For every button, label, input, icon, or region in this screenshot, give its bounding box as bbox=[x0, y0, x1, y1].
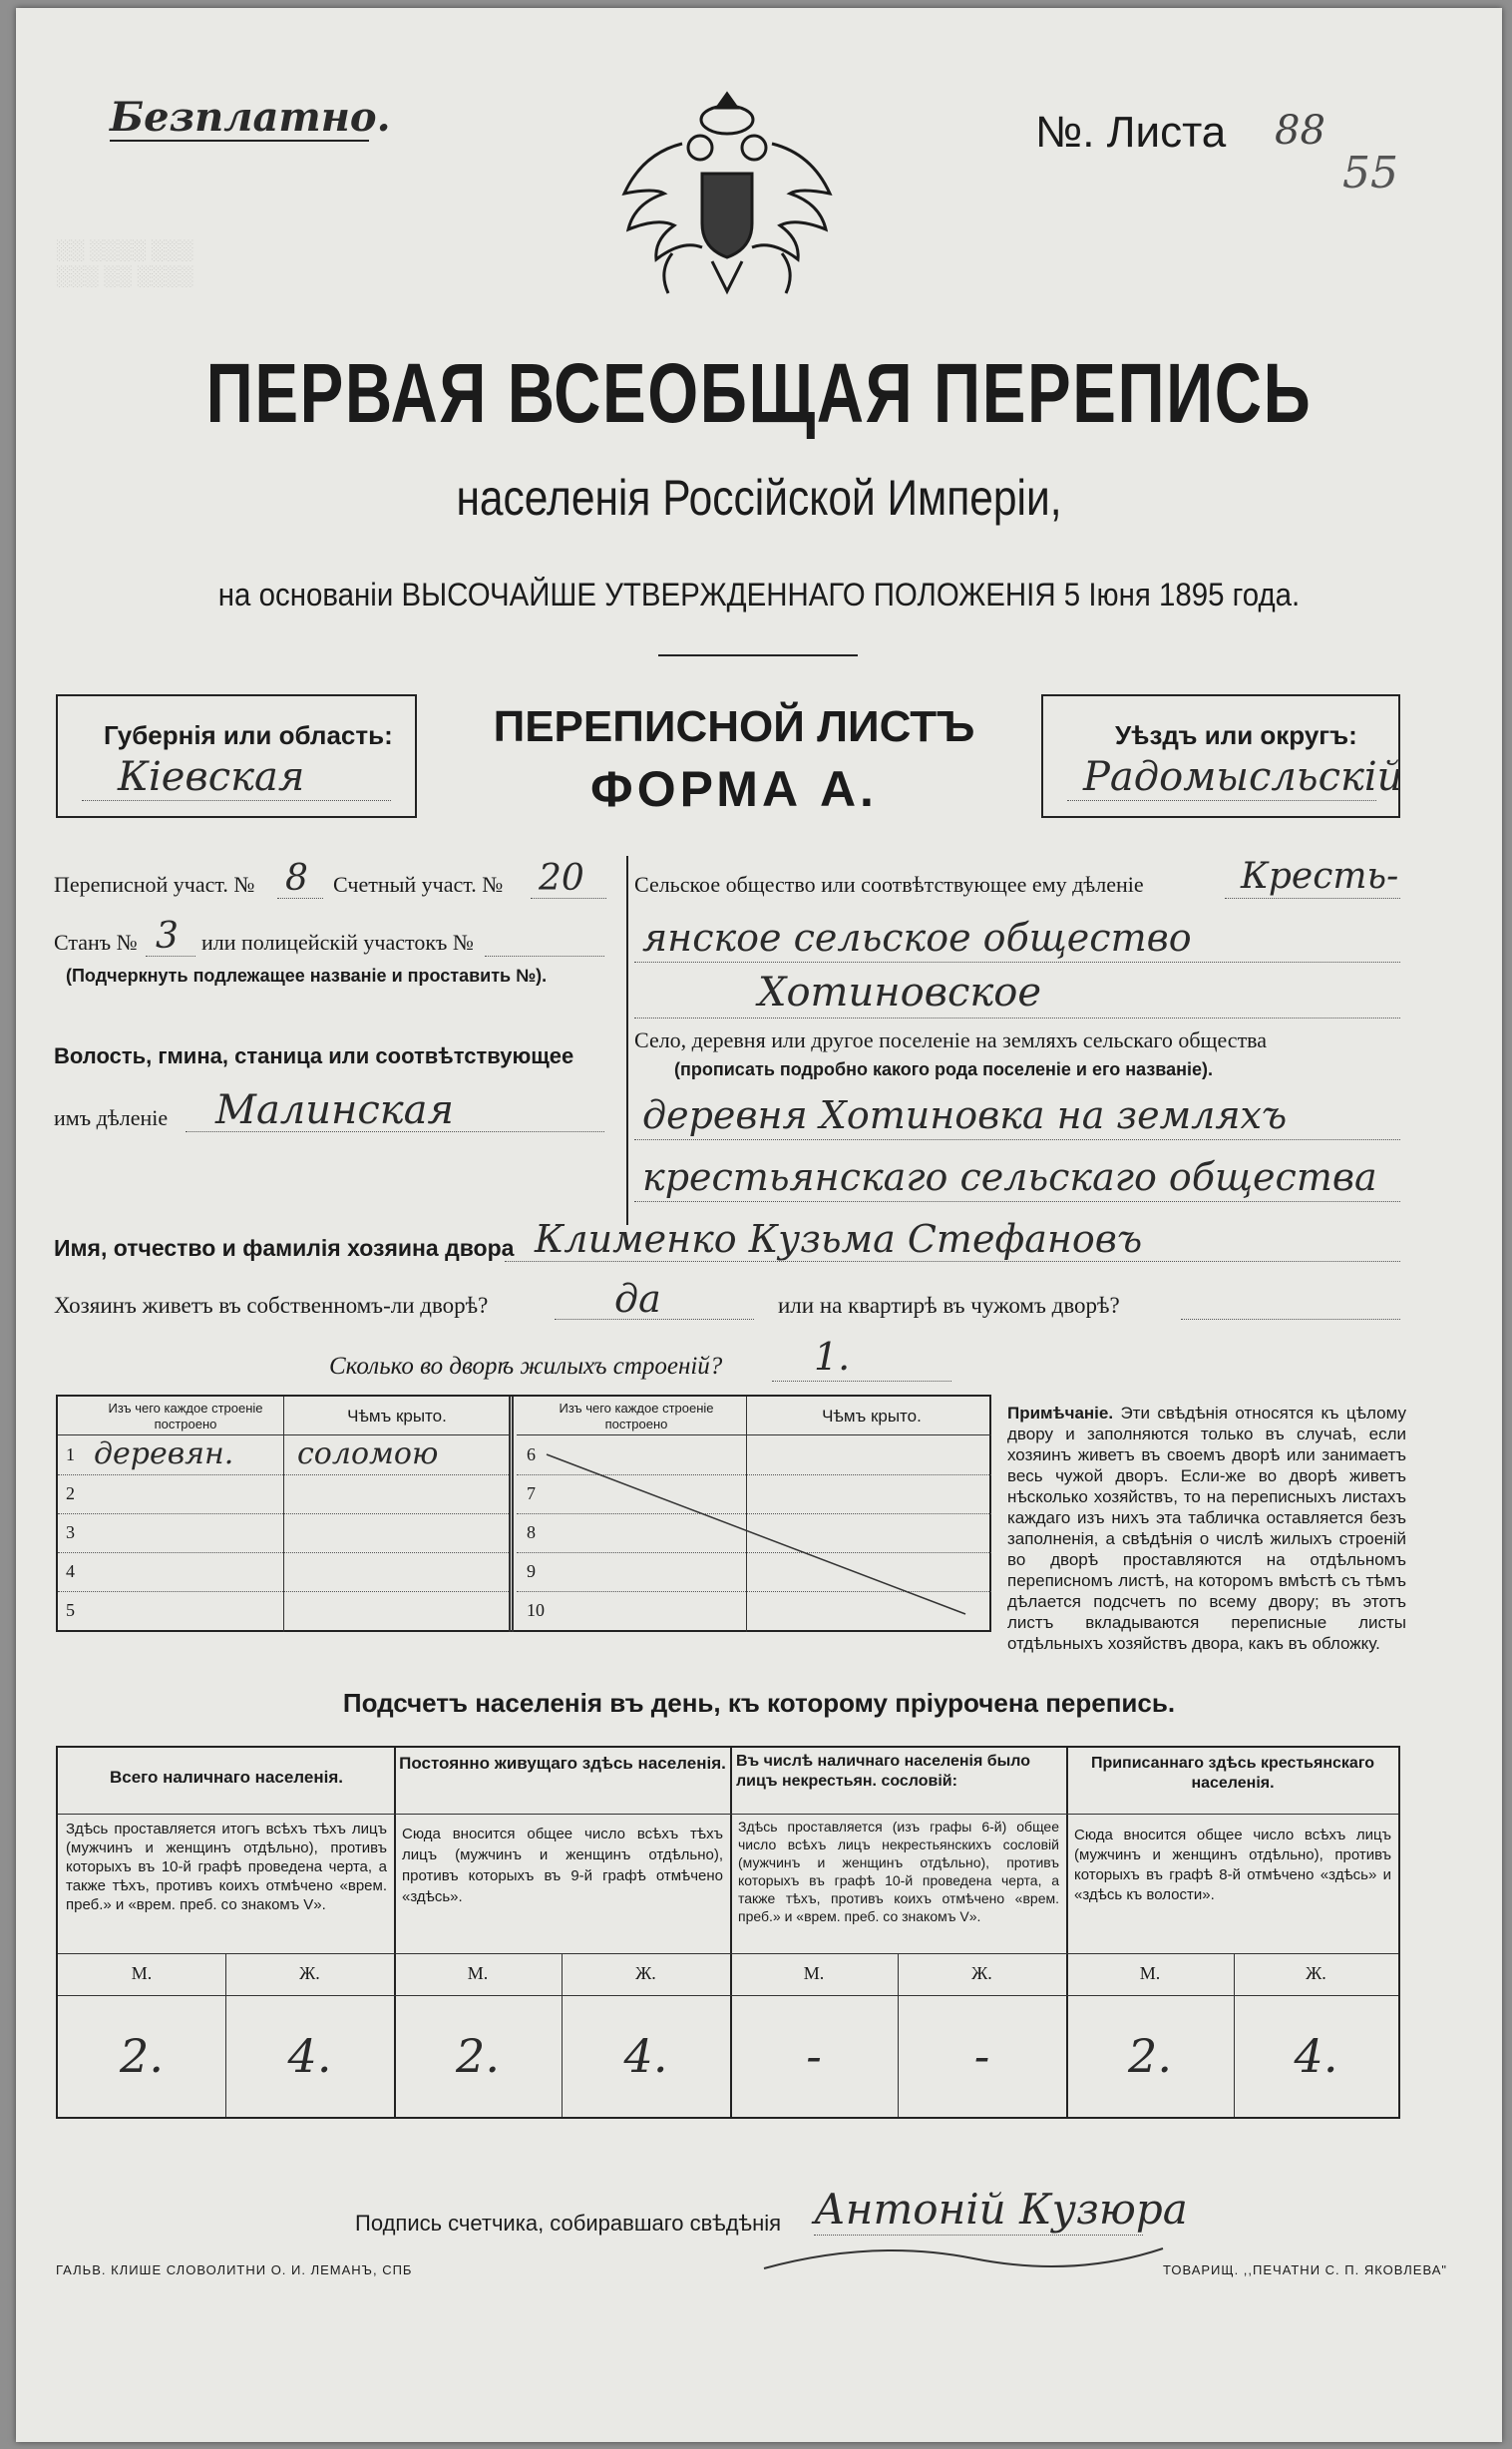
col-material-right: Изъ чего каждое строеніе построено bbox=[559, 1401, 714, 1431]
table-row bbox=[58, 1436, 509, 1475]
count-value: 4. bbox=[1294, 2029, 1338, 2083]
rented-line bbox=[1181, 1319, 1400, 1320]
society-label: Сельское общество или соотвѣтствующее ему дѣленіе bbox=[634, 872, 1144, 897]
schetny-uchast-value: 20 bbox=[539, 858, 584, 899]
strike-line bbox=[537, 1444, 975, 1624]
perepis-uchast-label: Переписной участ. № bbox=[54, 872, 255, 897]
buildings-rows-left bbox=[58, 1436, 509, 1630]
uezd-box bbox=[1041, 694, 1403, 818]
count-value: - bbox=[806, 2029, 822, 2083]
note bbox=[1007, 1403, 1406, 1654]
male-header: М. bbox=[467, 1963, 489, 1983]
census-sheet bbox=[16, 8, 1502, 2442]
sheet-no-label: №. Листа bbox=[1035, 108, 1227, 157]
row-number: 10 bbox=[527, 1600, 545, 1620]
footer-left: ГАЛЬВ. КЛИШЕ СЛОВОЛИТНИ О. И. ЛЕМАНЪ, СПБ bbox=[56, 2262, 413, 2277]
own-yard-value: да bbox=[614, 1277, 661, 1321]
gubernia-value: Кіевская bbox=[118, 754, 305, 800]
col-material-left: Изъ чего каждое строеніе построено bbox=[108, 1401, 263, 1431]
signature-flourish bbox=[754, 2229, 1173, 2288]
stan-label: Станъ № bbox=[54, 930, 138, 955]
column-divider bbox=[626, 856, 628, 1225]
row-number: 9 bbox=[527, 1561, 536, 1581]
village-line-2 bbox=[634, 1201, 1400, 1202]
buildings-table bbox=[56, 1395, 991, 1632]
row-number: 7 bbox=[527, 1483, 536, 1503]
count-value: 4. bbox=[623, 2029, 668, 2083]
row-material: деревян. bbox=[94, 1436, 234, 1471]
village-line-1 bbox=[634, 1139, 1400, 1140]
row-number: 1 bbox=[66, 1444, 75, 1464]
bleed-through: ░░ ░░░░ ░░░ ░░░ ░░ ░░░░ bbox=[56, 239, 193, 287]
volost-label-1: Волость, гмина, станица или соотвѣтствующее bbox=[54, 1043, 574, 1068]
buildings-label: Сколько во дворѣ жилыхъ строеній? bbox=[329, 1353, 723, 1380]
free-underline bbox=[110, 140, 369, 142]
row-roof: соломою bbox=[297, 1436, 439, 1471]
ornament-divider bbox=[658, 654, 858, 656]
row-number: 6 bbox=[527, 1444, 536, 1464]
form-name: ФОРМА А. bbox=[590, 761, 878, 817]
count-value: - bbox=[973, 2029, 990, 2083]
male-header: М. bbox=[131, 1963, 153, 1983]
count-value: 2. bbox=[120, 2029, 164, 2083]
gubernia-box bbox=[56, 694, 417, 818]
police-line bbox=[485, 956, 604, 957]
stan-value: 3 bbox=[156, 916, 179, 957]
society-line-2 bbox=[634, 962, 1400, 963]
row-number: 3 bbox=[66, 1522, 75, 1542]
uezd-line bbox=[1067, 800, 1376, 801]
footer-right: ТОВАРИЩ. ,,ПЕЧАТНИ С. П. ЯКОВЛЕВА" bbox=[1163, 2262, 1448, 2277]
note-title: Примѣчаніе. bbox=[1007, 1404, 1114, 1423]
count-value: 4. bbox=[287, 2029, 332, 2083]
table-row bbox=[58, 1592, 509, 1630]
male-header: М. bbox=[803, 1963, 825, 1983]
count-value: 2. bbox=[456, 2029, 500, 2083]
count-head-1: Всего наличнаго населенія. bbox=[110, 1768, 343, 1787]
census-subtitle: населенія Россійской Имперіи, bbox=[456, 470, 1062, 526]
buildings-line bbox=[772, 1381, 951, 1382]
perepis-uchast-value: 8 bbox=[285, 858, 308, 899]
owner-name-line bbox=[505, 1261, 1400, 1262]
corner-number: 55 bbox=[1342, 148, 1398, 199]
underline-note: (Подчеркнуть подлежащее названіе и проставить №). bbox=[66, 966, 548, 986]
col-roof-right: Чѣмъ крыто. bbox=[822, 1407, 922, 1426]
table-row bbox=[58, 1553, 509, 1592]
sheet-no-value: 88 bbox=[1275, 108, 1325, 154]
own-yard-label: Хозяинъ живетъ въ собственномъ-ли дворѣ? bbox=[54, 1293, 489, 1318]
male-header: М. bbox=[1139, 1963, 1161, 1983]
sheet-title: ПЕРЕПИСНОЙ ЛИСТЪ bbox=[493, 702, 975, 751]
table-row bbox=[58, 1514, 509, 1553]
row-number: 8 bbox=[527, 1522, 536, 1542]
society-line-1 bbox=[1225, 898, 1400, 899]
count-head-4: Приписаннаго здѣсь крестьянскаго населенія. bbox=[1090, 1755, 1375, 1792]
table-row bbox=[58, 1475, 509, 1514]
uezd-value: Радомысльскій bbox=[1083, 754, 1403, 800]
female-header: Ж. bbox=[1306, 1963, 1326, 1983]
row-number: 5 bbox=[66, 1600, 75, 1620]
note-text: Эти свѣдѣнія относятся къ цѣлому двору и заполняются только въ случаѣ, если хозяинъ живетъ въ своемъ дворѣ или занимаетъ весь чужой дворъ. Если-же во дворѣ живетъ нѣсколько хозяйствъ, то на переписныхъ листахъ каждаго изъ нихъ эта табличка оставляется безъ заполненія, а свѣдѣнія о числѣ жилыхъ строеній во дворѣ проставляются на отдѣльномъ переписномъ листѣ, на которомъ вмѣстѣ съ тѣмъ дѣлается подсчетъ по всему двору; въ этотъ листъ вкладываются переписные листы отдѣльныхъ хозяйствъ двора, какъ въ обложку. bbox=[1007, 1404, 1406, 1653]
society-value-2: янское сельское общество bbox=[642, 916, 1192, 960]
imperial-eagle-icon bbox=[612, 84, 842, 313]
count-desc-4: Сюда вносится общее число всѣхъ лицъ (мужчинъ и женщинъ отдѣльно), противъ которыхъ въ графѣ 8-й отмѣчено «здѣсь» и «здѣсь къ волости». bbox=[1074, 1827, 1391, 1903]
row-number: 2 bbox=[66, 1483, 75, 1503]
society-value-1: Кресть- bbox=[1241, 856, 1399, 897]
rented-label: или на квартирѣ въ чужомъ дворѣ? bbox=[778, 1293, 1120, 1318]
village-value-2: крестьянскаго сельскаго общества bbox=[642, 1155, 1377, 1199]
count-desc-3: Здѣсь проставляется (изъ графы 6-й) общее число всѣхъ лицъ некрестьянскихъ сословій (мужчинъ и женщинъ отдѣльно), противъ которыхъ въ графѣ 10-й проведена черта, а также тѣхъ, противъ коихъ отмѣчено «врем. преб.» и «врем. преб. со знакомъ V». bbox=[738, 1819, 1059, 1924]
count-desc-1: Здѣсь проставляется итогъ всѣхъ тѣхъ лицъ (мужчинъ и женщинъ отдѣльно), противъ которыхъ въ 10-й графѣ проведена черта, а также тѣхъ, противъ коихъ отмѣчено «врем. преб.» и «врем. преб. со знакомъ V». bbox=[66, 1821, 387, 1913]
free-label: Безплатно. bbox=[110, 94, 391, 141]
buildings-value: 1. bbox=[814, 1335, 851, 1379]
census-basis: на основаніи ВЫСОЧАЙШЕ УТВЕРЖДЕННАГО ПОЛОЖЕНІЯ 5 Іюня 1895 года. bbox=[217, 577, 1301, 612]
census-title: ПЕРВАЯ ВСЕОБЩАЯ ПЕРЕПИСЬ bbox=[205, 346, 1313, 440]
signature-value: Антоній Кузюра bbox=[814, 2185, 1188, 2234]
row-number: 4 bbox=[66, 1561, 75, 1581]
schetny-uchast-label: Счетный участ. № bbox=[333, 872, 504, 897]
count-value: 2. bbox=[1128, 2029, 1172, 2083]
police-label: или полицейскій участокъ № bbox=[201, 930, 474, 955]
gubernia-line bbox=[82, 800, 391, 801]
female-header: Ж. bbox=[299, 1963, 320, 1983]
society-value-3: Хотиновское bbox=[758, 970, 1042, 1016]
village-note: (прописать подробно какого рода поселеніе и его названіе). bbox=[674, 1059, 1214, 1079]
volost-label-2: имъ дѣленіе bbox=[54, 1105, 169, 1130]
female-header: Ж. bbox=[971, 1963, 992, 1983]
gubernia-label: Губернія или область: bbox=[104, 720, 393, 750]
count-title: Подсчетъ населенія въ день, къ которому пріурочена перепись. bbox=[342, 1688, 1176, 1718]
village-value-1: деревня Хотиновка на земляхъ bbox=[642, 1093, 1288, 1137]
owner-name-label: Имя, отчество и фамилія хозяина двора bbox=[54, 1235, 515, 1261]
col-roof-left: Чѣмъ крыто. bbox=[347, 1407, 447, 1426]
count-desc-2: Сюда вносится общее число всѣхъ тѣхъ лицъ (мужчинъ и женщинъ отдѣльно), противъ которыхъ въ 9-й графѣ отмѣчено «здѣсь». bbox=[402, 1826, 723, 1905]
uezd-label: Уѣздъ или округъ: bbox=[1115, 720, 1357, 750]
count-head-2: Постоянно живущаго здѣсь населенія. bbox=[399, 1754, 726, 1773]
signature-label: Подпись счетчика, собиравшаго свѣдѣнія bbox=[355, 2211, 782, 2236]
volost-value: Малинская bbox=[215, 1087, 455, 1133]
owner-name-value: Клименко Кузьма Стефановъ bbox=[535, 1217, 1143, 1261]
village-label: Село, деревня или другое поселеніе на земляхъ сельскаго общества bbox=[634, 1027, 1268, 1052]
count-head-3: Въ числѣ наличнаго населенія было лицъ некрестьян. сословій: bbox=[736, 1753, 1030, 1790]
female-header: Ж. bbox=[635, 1963, 656, 1983]
society-line-3 bbox=[634, 1018, 1400, 1019]
population-count-table bbox=[56, 1746, 1400, 2119]
